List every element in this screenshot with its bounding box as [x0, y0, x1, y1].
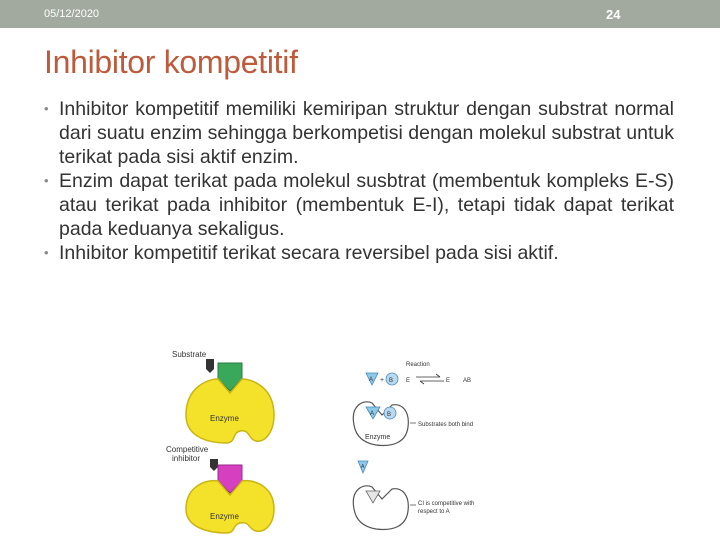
bullet-dot-icon: •	[44, 245, 49, 260]
inhibitor-arrow-icon	[210, 459, 218, 471]
ci-label-line1: CI is competitive with	[418, 501, 475, 507]
free-a-label: A	[361, 464, 365, 470]
reaction-ab: AB	[463, 378, 472, 384]
competitive-label: Competitive	[166, 445, 209, 454]
reaction-title: Reaction	[406, 362, 430, 368]
slide-title: Inhibitor kompetitif	[44, 44, 298, 80]
bullet-item	[44, 169, 674, 241]
bound-a-label: A	[370, 411, 375, 417]
enzyme-small-shape-2	[353, 486, 408, 530]
enzyme-small-label: Enzyme	[365, 434, 391, 441]
bullet-item	[44, 97, 674, 169]
reaction-b: B	[389, 378, 394, 384]
inhibitor-label-text: inhibitor	[172, 454, 201, 463]
reaction-a: A	[369, 377, 374, 383]
slide-date: 05/12/2020	[44, 8, 100, 20]
ci-label-line2: respect to A	[418, 509, 450, 515]
bullet-text: Inhibitor kompetitif memiliki kemiripan struktur dengan substrat normal dari suatu enzim sehingga berkompetisi dengan molekul substrat untuk terikat pada sisi aktif enzim.	[59, 98, 674, 168]
bullet-list	[44, 97, 674, 265]
reaction-e-product: E	[446, 378, 451, 384]
bullet-item	[44, 241, 674, 265]
competitive-inhibition-diagram	[160, 345, 500, 535]
substrate-arrow-icon	[206, 359, 214, 373]
header-bar	[0, 0, 720, 28]
bullet-text: Enzim dapat terikat pada molekul susbtrat (membentuk kompleks E-S) atau terikat pada inhibitor (membentuk E-I), tetapi tidak dapat terikat pada keduanya sekaligus.	[59, 170, 674, 240]
slide-number: 24	[606, 7, 621, 22]
reaction-e: E	[406, 378, 411, 384]
substrate-label: Substrate	[172, 350, 207, 359]
bound-b-label: B	[387, 412, 392, 418]
both-bind-label: Substrates both bind	[418, 422, 474, 428]
bullet-text: Inhibitor kompetitif terikat secara reversibel pada sisi aktif.	[59, 242, 559, 264]
equilibrium-arrow-icon	[416, 374, 444, 384]
enzyme-label-bottom: Enzyme	[210, 512, 239, 521]
bullet-dot-icon: •	[44, 101, 49, 116]
bullet-dot-icon: •	[44, 173, 49, 188]
enzyme-label-top: Enzyme	[210, 414, 239, 423]
reaction-plus: +	[380, 377, 385, 384]
